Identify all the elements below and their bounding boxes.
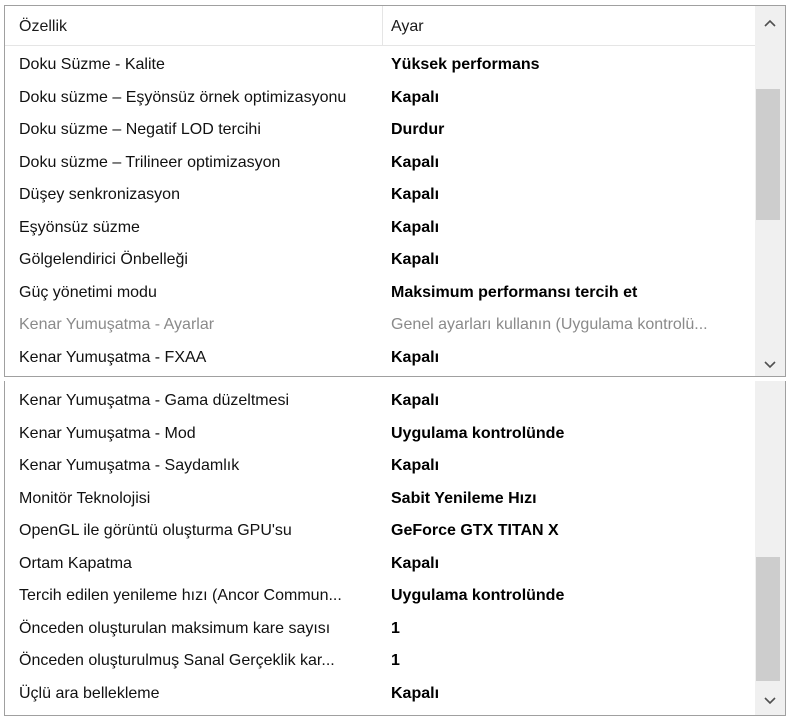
setting-row[interactable] — [5, 309, 755, 342]
setting-value[interactable]: Uygulama kontrolünde — [391, 424, 565, 442]
setting-row[interactable] — [5, 82, 755, 115]
setting-name: Kenar Yumuşatma - Gama düzeltmesi — [19, 392, 290, 409]
setting-value[interactable]: Kapalı — [391, 186, 440, 203]
setting-row[interactable] — [5, 277, 755, 310]
setting-name: OpenGL ile görüntü oluşturma GPU'su — [19, 522, 292, 539]
setting-name: Kenar Yumuşatma - Saydamlık — [19, 457, 240, 474]
setting-name: Ortam Kapatma — [19, 554, 132, 572]
setting-row[interactable] — [5, 114, 755, 147]
column-header — [5, 6, 755, 46]
setting-value[interactable]: Kapalı — [391, 392, 440, 409]
setting-name: Gölgelendirici Önbelleği — [19, 251, 188, 268]
setting-row[interactable] — [5, 385, 755, 418]
setting-value[interactable]: Durdur — [391, 121, 445, 138]
scroll-thumb[interactable] — [756, 557, 780, 681]
setting-name: Doku Süzme - Kalite — [19, 56, 165, 73]
chevron-up-icon — [764, 19, 776, 27]
setting-row[interactable] — [5, 483, 755, 516]
setting-value[interactable]: Uygulama kontrolünde — [391, 587, 565, 604]
setting-value[interactable]: Kapalı — [391, 554, 440, 572]
chevron-down-icon — [764, 361, 776, 369]
scrollbar[interactable] — [755, 6, 785, 376]
setting-row[interactable] — [5, 450, 755, 483]
chevron-down-icon — [764, 697, 776, 705]
setting-value[interactable]: Yüksek performans — [391, 56, 540, 73]
settings-list-top — [4, 5, 786, 377]
settings-list-bottom — [4, 381, 786, 716]
header-setting[interactable]: Ayar — [391, 18, 424, 35]
setting-row[interactable] — [5, 212, 755, 245]
setting-name: Düşey senkronizasyon — [19, 186, 180, 203]
header-property[interactable]: Özellik — [19, 18, 68, 35]
setting-name: Güç yönetimi modu — [19, 283, 157, 301]
setting-row[interactable] — [5, 645, 755, 678]
setting-name: Üçlü ara bellekleme — [19, 684, 160, 702]
setting-name: Kenar Yumuşatma - FXAA — [19, 348, 207, 366]
setting-value[interactable]: 1 — [391, 652, 400, 669]
setting-name: Tercih edilen yenileme hızı (Ancor Commun... — [19, 587, 342, 604]
setting-value[interactable]: Kapalı — [391, 218, 440, 236]
setting-value[interactable]: Maksimum performansı tercih et — [391, 283, 638, 301]
setting-value[interactable]: 1 — [391, 619, 400, 637]
setting-name: Doku süzme – Negatif LOD tercihi — [19, 121, 261, 138]
setting-row[interactable] — [5, 613, 755, 646]
scroll-down-button[interactable] — [755, 686, 785, 716]
setting-name: Eşyönsüz süzme — [19, 218, 140, 236]
scrollbar[interactable] — [755, 381, 785, 715]
setting-value[interactable]: Sabit Yenileme Hızı — [391, 489, 537, 507]
scroll-down-button[interactable] — [755, 350, 785, 380]
setting-value[interactable]: Kapalı — [391, 684, 440, 702]
setting-name: Kenar Yumuşatma - Ayarlar — [19, 316, 215, 333]
setting-row[interactable] — [5, 418, 755, 451]
setting-name: Önceden oluşturulan maksimum kare sayısı — [19, 619, 331, 637]
setting-value[interactable]: Genel ayarları kullanın (Uygulama kontrolü... — [391, 316, 708, 333]
setting-value[interactable]: Kapalı — [391, 88, 440, 106]
setting-value[interactable]: Kapalı — [391, 153, 440, 171]
setting-name: Doku süzme – Eşyönsüz örnek optimizasyonu — [19, 88, 347, 106]
scroll-thumb[interactable] — [756, 89, 780, 220]
setting-row[interactable] — [5, 515, 755, 548]
setting-value[interactable]: GeForce GTX TITAN X — [391, 522, 559, 539]
setting-name: Önceden oluşturulmuş Sanal Gerçeklik kar... — [19, 652, 335, 669]
setting-row[interactable] — [5, 179, 755, 212]
setting-value[interactable]: Kapalı — [391, 348, 440, 366]
setting-name: Monitör Teknolojisi — [19, 489, 151, 507]
column-divider[interactable] — [382, 6, 383, 45]
setting-row[interactable] — [5, 147, 755, 180]
setting-name: Doku süzme – Trilineer optimizasyon — [19, 153, 281, 171]
setting-row[interactable] — [5, 49, 755, 82]
scroll-up-button[interactable] — [755, 8, 785, 38]
setting-row[interactable] — [5, 678, 755, 711]
settings-rows — [5, 49, 755, 374]
setting-row[interactable] — [5, 548, 755, 581]
setting-row[interactable] — [5, 342, 755, 375]
setting-row[interactable] — [5, 580, 755, 613]
setting-value[interactable]: Kapalı — [391, 457, 440, 474]
setting-name: Kenar Yumuşatma - Mod — [19, 424, 196, 442]
settings-rows — [5, 385, 755, 710]
setting-row[interactable] — [5, 244, 755, 277]
setting-value[interactable]: Kapalı — [391, 251, 440, 268]
